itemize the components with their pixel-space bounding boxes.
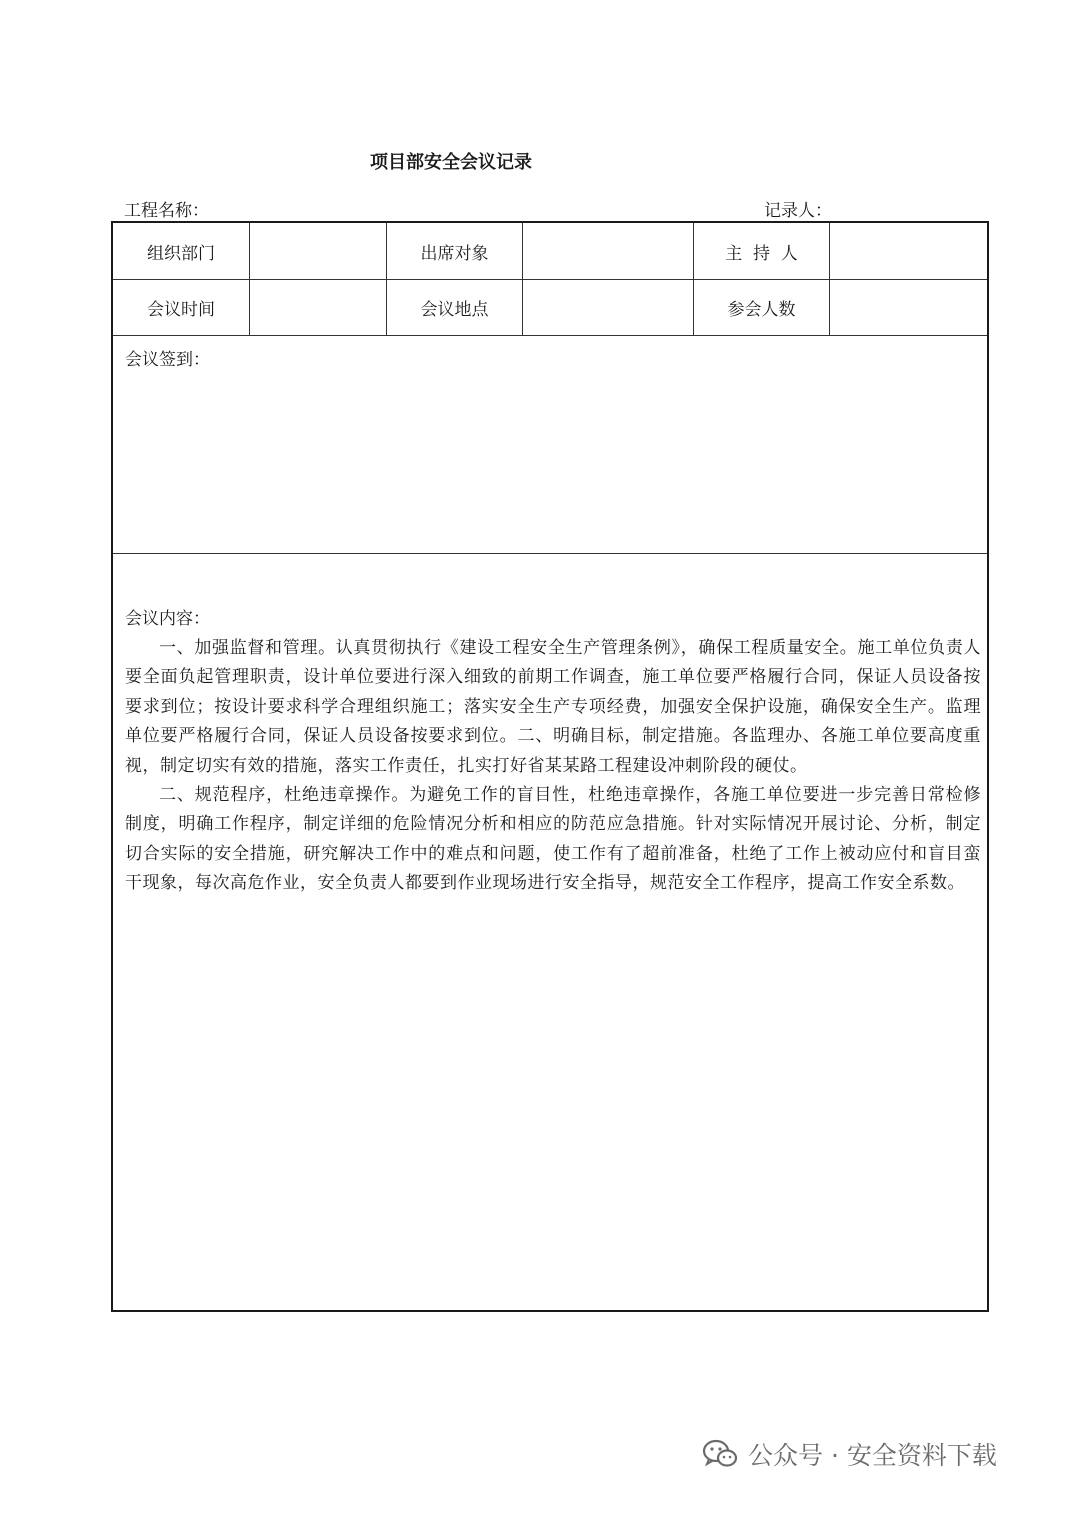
host-label: 主 持 人 bbox=[725, 243, 798, 264]
content-paragraph: 二、规范程序，杜绝违章操作。为避免工作的盲目性，杜绝违章操作，各施工单位要进一步完善日常检修制度，明确工作程序，制定详细的危险情况分析和相应的防范应急措施。针对实际情况开展讨论、分析，制定切合实际的安全措施，研究解决工作中的难点和问题，使工作有了超前准备，杜绝了工作上被动应付和盲目蛮干现象，每次高危作业，安全负责人都要到作业现场进行安全指导，规范安全工作程序，提高工作安全系数。 bbox=[125, 785, 981, 894]
watermark-text: 公众号 · 安全资料下载 bbox=[748, 1441, 997, 1470]
attendee-count-value[interactable] bbox=[830, 280, 987, 335]
organizer-dept-value[interactable] bbox=[250, 223, 386, 279]
row-divider bbox=[113, 553, 987, 554]
attendees-value[interactable] bbox=[523, 223, 693, 279]
meeting-content bbox=[125, 605, 981, 899]
watermark bbox=[702, 1436, 997, 1472]
project-name-label: 工程名称： bbox=[124, 201, 209, 221]
wechat-icon bbox=[702, 1439, 738, 1469]
sign-in-label: 会议签到： bbox=[125, 350, 210, 370]
content-label: 会议内容： bbox=[125, 609, 210, 629]
meeting-location-label: 会议地点 bbox=[420, 300, 489, 320]
meeting-location-value[interactable] bbox=[523, 280, 693, 335]
host-value[interactable] bbox=[830, 223, 987, 279]
attendees-label: 出席对象 bbox=[420, 243, 489, 264]
page-title: 项目部安全会议记录 bbox=[370, 152, 532, 173]
recorder-label: 记录人： bbox=[764, 201, 832, 221]
attendee-count-label: 参会人数 bbox=[727, 300, 796, 320]
content-paragraph: 一、加强监督和管理。认真贯彻执行《建设工程安全生产管理条例》，确保工程质量安全。施工单位负责人要全面负起管理职责，设计单位要进行深入细致的前期工作调查，施工单位要严格履行合同，保证人员设备按要求到位；按设计要求科学合理组织施工；落实安全生产专项经费，加强安全保护设施，确保安全生产。监理单位要严格履行合同，保证人员设备按要求到位。二、明确目标，制定措施。各监理办、各施工单位要高度重视，制定切实有效的措施，落实工作责任，扎实打好省某某路工程建设冲刺阶段的硬仗。 bbox=[125, 638, 981, 776]
meeting-time-label: 会议时间 bbox=[147, 300, 215, 320]
organizer-dept-label: 组织部门 bbox=[147, 243, 215, 264]
meeting-time-value[interactable] bbox=[250, 280, 386, 335]
row-divider bbox=[113, 335, 987, 336]
meeting-record-form bbox=[111, 221, 989, 1312]
